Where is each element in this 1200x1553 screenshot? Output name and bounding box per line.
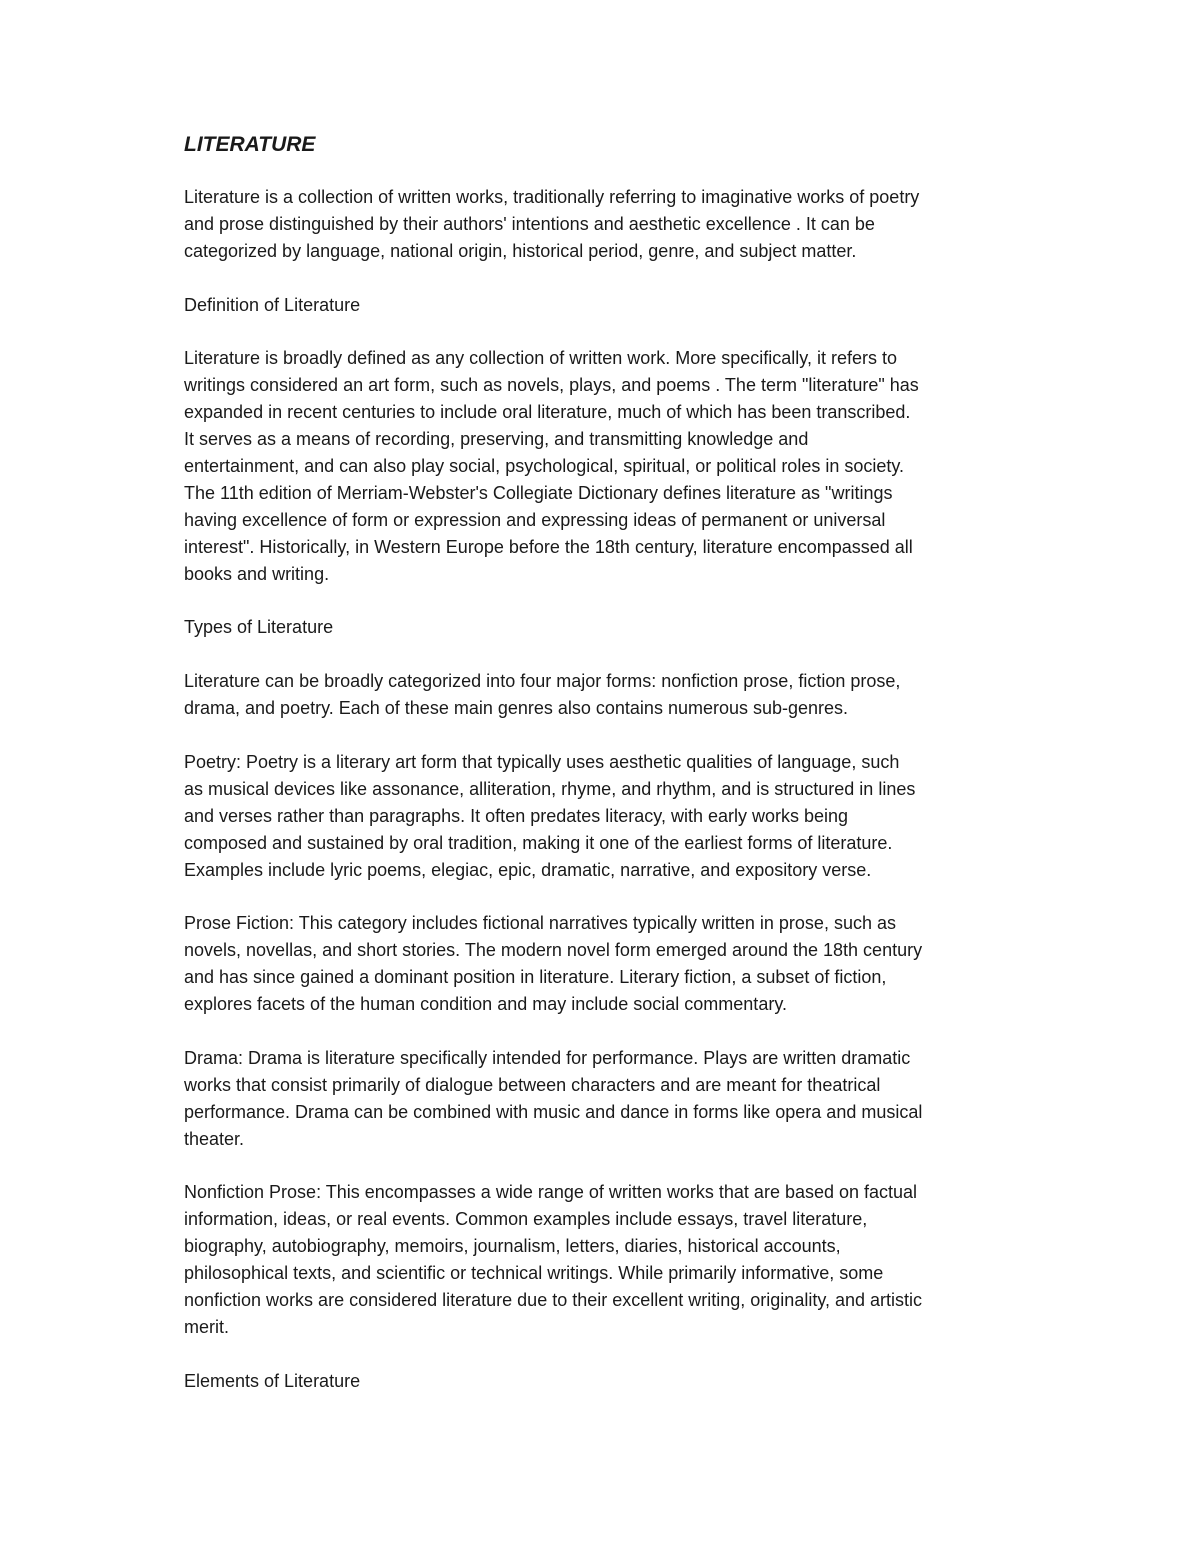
paragraph-line: novels, novellas, and short stories. The modern novel form emerged around the 18th century — [184, 940, 923, 961]
document-body — [184, 130, 1034, 1422]
paragraph-line: categorized by language, national origin, historical period, genre, and subject matter. — [184, 240, 857, 261]
paragraph-line: theater. — [184, 1128, 245, 1149]
paragraph — [184, 345, 1034, 587]
paragraph-line: writings considered an art form, such as novels, plays, and poems . The term "literature" has — [184, 375, 919, 396]
paragraph-line: Drama: Drama is literature specifically intended for performance. Plays are written dramatic — [184, 1047, 911, 1068]
paragraph-line: expanded in recent centuries to include oral literature, much of which has been transcribed. — [184, 402, 911, 423]
section-heading: Elements of Literature — [184, 1370, 361, 1391]
paragraph-line: books and writing. — [184, 563, 330, 584]
paragraph — [184, 910, 1034, 1018]
paragraph-line: performance. Drama can be combined with music and dance in forms like opera and musical — [184, 1101, 923, 1122]
paragraph-line: having excellence of form or expression and expressing ideas of permanent or universal — [184, 509, 886, 530]
paragraph — [184, 749, 1034, 884]
paragraph-line: and prose distinguished by their authors' intentions and aesthetic excellence . It can be — [184, 213, 875, 234]
paragraph-line: biography, autobiography, memoirs, journalism, letters, diaries, historical accounts, — [184, 1236, 841, 1257]
paragraph-line: and has since gained a dominant position in literature. Literary fiction, a subset of fiction, — [184, 967, 887, 988]
paragraph — [184, 1045, 1034, 1153]
paragraph-line: Literature is broadly defined as any collection of written work. More specifically, it refers to — [184, 348, 897, 369]
paragraph-line: Prose Fiction: This category includes fictional narratives typically written in prose, such as — [184, 913, 896, 934]
paragraph-line: nonfiction works are considered literature due to their excellent writing, originality, and artistic — [184, 1290, 923, 1311]
paragraph-line: drama, and poetry. Each of these main genres also contains numerous sub-genres. — [184, 698, 849, 719]
paragraph-line: as musical devices like assonance, alliteration, rhyme, and rhythm, and is structured in lines — [184, 778, 916, 799]
paragraph-line: Literature is a collection of written works, traditionally referring to imaginative works of poetry — [184, 187, 920, 207]
document-title: LITERATURE — [184, 133, 316, 156]
paragraph-line: Examples include lyric poems, elegiac, epic, dramatic, narrative, and expository verse. — [184, 859, 872, 880]
paragraph-line: It serves as a means of recording, preserving, and transmitting knowledge and — [184, 429, 809, 450]
paragraph-line: information, ideas, or real events. Common examples include essays, travel literature, — [184, 1209, 868, 1230]
document-blocks — [184, 184, 1034, 1395]
paragraph-line: composed and sustained by oral tradition, making it one of the earliest forms of literature. — [184, 832, 893, 853]
paragraph-line: Literature can be broadly categorized into four major forms: nonfiction prose, fiction prose, — [184, 671, 901, 692]
paragraph-line: explores facets of the human condition and may include social commentary. — [184, 994, 787, 1015]
paragraph-line: merit. — [184, 1316, 229, 1337]
paragraph-line: and verses rather than paragraphs. It often predates literacy, with early works being — [184, 805, 849, 826]
paragraph — [184, 184, 1034, 265]
paragraph-line: Nonfiction Prose: This encompasses a wide range of written works that are based on factual — [184, 1182, 918, 1203]
paragraph-line: works that consist primarily of dialogue between characters and are meant for theatrical — [184, 1074, 881, 1095]
section-heading: Definition of Literature — [184, 294, 361, 315]
paragraph-line: philosophical texts, and scientific or technical writings. While primarily informative, some — [184, 1263, 884, 1284]
paragraph-line: Poetry: Poetry is a literary art form that typically uses aesthetic qualities of language, such — [184, 751, 900, 772]
paragraph — [184, 668, 1034, 722]
paragraph-line: entertainment, and can also play social, psychological, spiritual, or political roles in society. — [184, 456, 905, 477]
paragraph-line: interest". Historically, in Western Europe before the 18th century, literature encompassed all — [184, 536, 913, 557]
section-heading: Types of Literature — [184, 617, 334, 638]
paragraph-line: The 11th edition of Merriam-Webster's Collegiate Dictionary defines literature as "writings — [184, 482, 893, 503]
paragraph — [184, 1179, 1034, 1340]
